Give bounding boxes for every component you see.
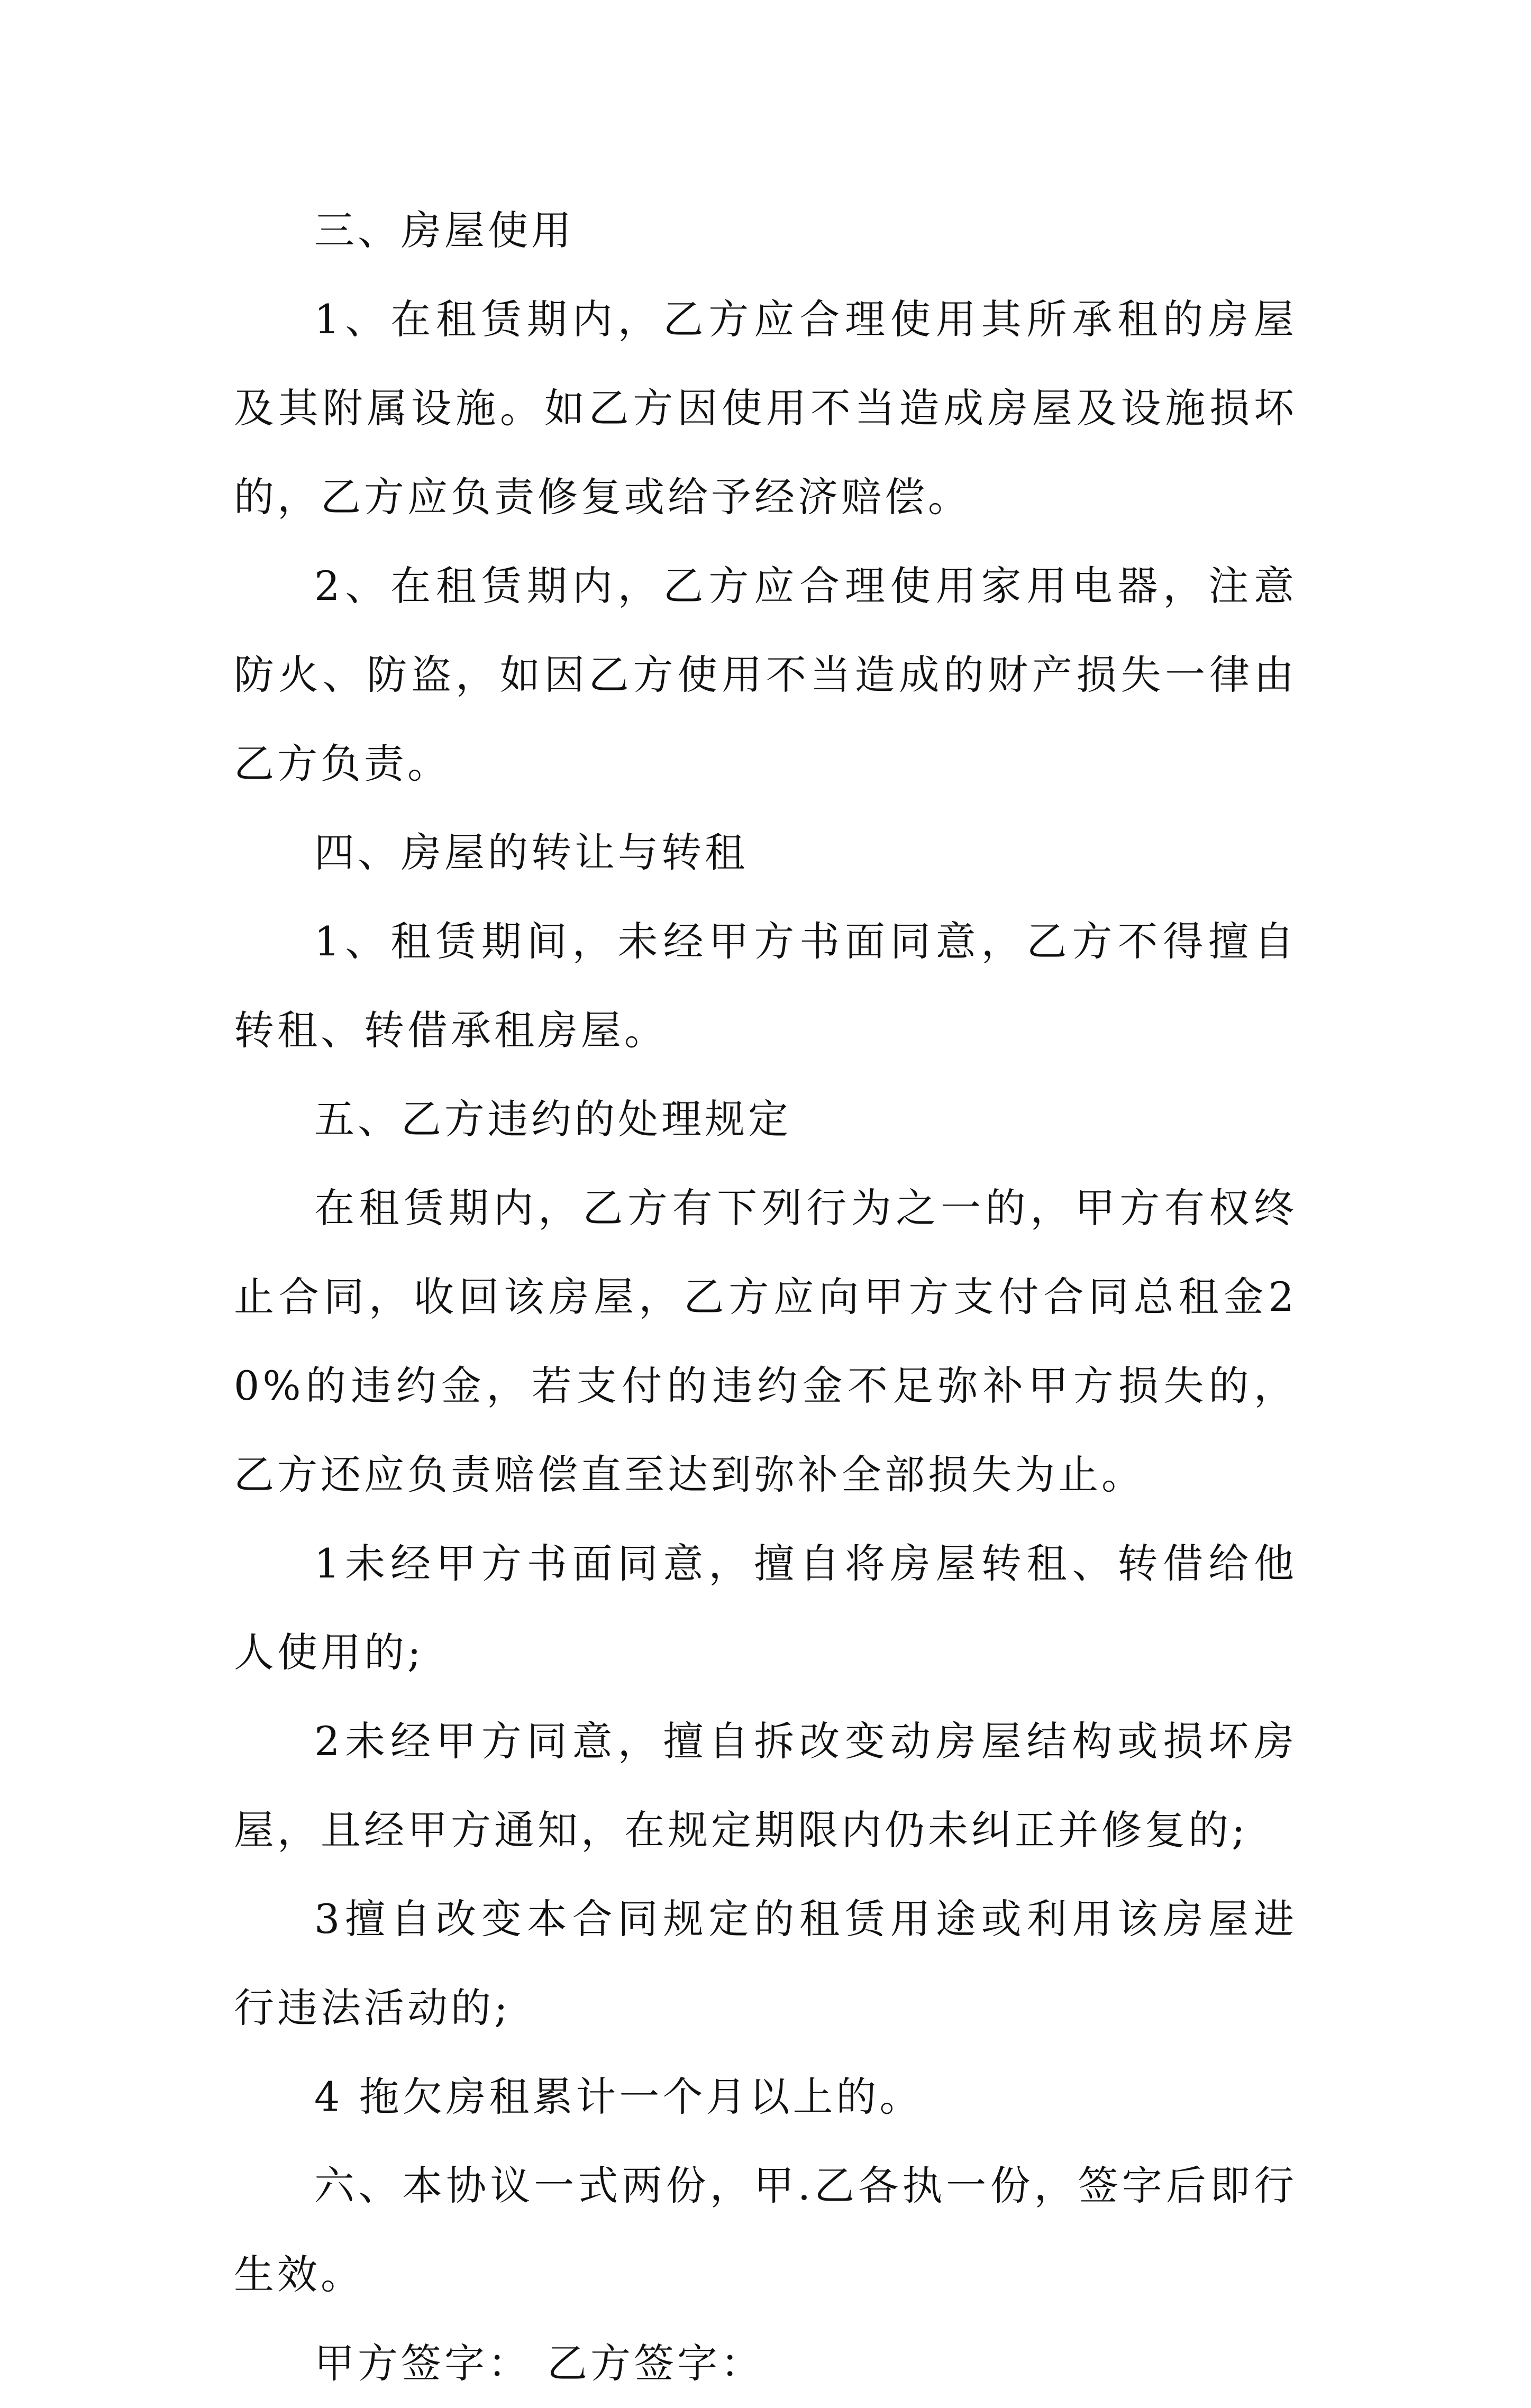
- clause-paragraph: 六、本协议一式两份，甲.乙各执一份，签字后即行生效。: [234, 2162, 1297, 2298]
- clause-paragraph: 2、在租赁期内，乙方应合理使用家用电器，注意防火、防盗，如因乙方使用不当造成的财产损失一律由乙方负责。: [234, 562, 1297, 787]
- signature-line: 甲方签字： 乙方签字：: [314, 2340, 764, 2387]
- breach-item: 2未经甲方同意，擅自拆改变动房屋结构或损坏房屋，且经甲方通知，在规定期限内仍未纠正并修复的;: [234, 1718, 1297, 1854]
- clause-paragraph: 1、在租赁期内，乙方应合理使用其所承租的房屋及其附属设施。如乙方因使用不当造成房屋及设施损坏的，乙方应负责修复或给予经济赔偿。: [234, 296, 1297, 521]
- section-heading-house-use: 三、房屋使用: [314, 207, 575, 254]
- breach-item: 4 拖欠房租累计一个月以上的。: [314, 2073, 923, 2120]
- clause-paragraph: 1、租赁期间，未经甲方书面同意，乙方不得擅自转租、转借承租房屋。: [234, 918, 1297, 1054]
- clause-paragraph: 在租赁期内，乙方有下列行为之一的，甲方有权终止合同，收回该房屋，乙方应向甲方支付合同总租金20%的违约金，若支付的违约金不足弥补甲方损失的，乙方还应负责赔偿直至达到弥补全部损失为止。: [234, 1184, 1297, 1498]
- breach-item: 1未经甲方书面同意，擅自将房屋转租、转借给他人使用的;: [234, 1540, 1297, 1676]
- breach-item: 3擅自改变本合同规定的租赁用途或利用该房屋进行违法活动的;: [234, 1895, 1297, 2031]
- section-heading-transfer-sublet: 四、房屋的转让与转租: [314, 829, 748, 876]
- section-heading-breach-handling: 五、乙方违约的处理规定: [314, 1096, 791, 1143]
- document-body: [234, 186, 1297, 2408]
